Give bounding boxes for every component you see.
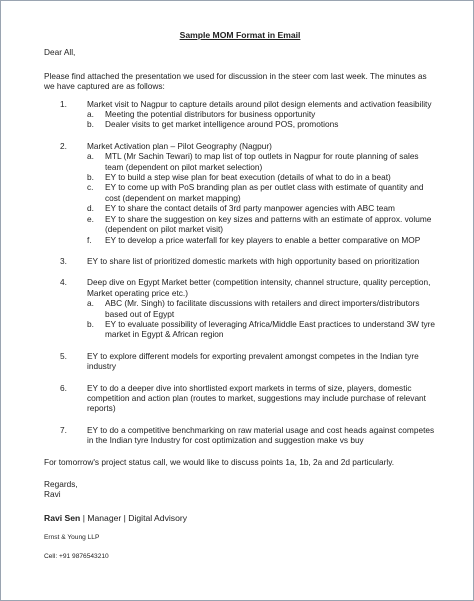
item-text: Deep dive on Egypt Market better (competition intensity, channel structure, quality perception, Market operating price etc.) [87, 277, 431, 298]
signature-role: Manager [87, 512, 122, 523]
item-number: 7. [60, 424, 67, 435]
signature-department: Digital Advisory [128, 512, 188, 523]
signature-separator: | [80, 512, 88, 523]
item-text: Market Activation plan – Pilot Geography (Nagpur) [87, 140, 272, 151]
item-number: 4. [60, 277, 67, 288]
item-text: EY to explore different models for exporting prevalent amongst competes in the Indian tyre industry [87, 350, 419, 372]
closing-paragraph: For tomorrow's project status call, we would like to discuss points 1a, 1b, 2a and 2d particularly. [44, 456, 395, 467]
signature-company: Ernst & Young LLP [44, 534, 100, 542]
minutes-item [44, 99, 436, 130]
sub-item-text: Meeting the potential distributors for business opportunity [105, 109, 316, 120]
minutes-list [44, 99, 436, 446]
sub-item-text: EY to develop a price waterfall for key players to enable a better comparative on MOP [105, 234, 421, 245]
signature-line [44, 513, 436, 523]
item-text: EY to do a deeper dive into shortlisted export markets in terms of size, players, domestic competition and action plan (routes to market, suggestions may include purchase of relevant reports) [87, 382, 426, 414]
sub-item-text: EY to come up with PoS branding plan as per outlet class with estimate of quantity and cost (dependent on market mapping) [105, 182, 424, 203]
signature-name: Ravi Sen [44, 512, 81, 523]
sub-item-text: Dealer visits to get market intelligence around POS, promotions [105, 119, 339, 130]
sub-list [87, 298, 436, 340]
sender-name: Ravi [44, 489, 61, 500]
sub-item [87, 151, 436, 172]
item-text: EY to do a competitive benchmarking on raw material usage and cost heads against competes in the Indian tyre Industry for cost optimization and suggestion make vs buy [87, 424, 435, 446]
sub-item [87, 109, 436, 119]
minutes-item [44, 383, 436, 414]
sub-item-letter: a. [87, 298, 94, 309]
item-number: 3. [60, 255, 67, 266]
sub-item [87, 235, 436, 245]
item-number: 6. [60, 382, 67, 393]
minutes-item [44, 425, 436, 446]
document-title: Sample MOM Format in Email [179, 30, 301, 40]
sub-item [87, 119, 436, 129]
email-body [44, 30, 436, 561]
minutes-item [44, 277, 436, 339]
signature-separator: | [121, 512, 129, 523]
minutes-item [44, 351, 436, 372]
minutes-item [44, 256, 436, 266]
sub-item-text: ABC (Mr. Singh) to facilitate discussions with retailers and direct importers/distributors based out of Egypt [105, 298, 420, 319]
intro-paragraph: Please find attached the presentation we used for discussion in the steer com last week. The minutes as we have captured are as follows: [44, 70, 427, 92]
sub-item [87, 319, 436, 340]
sub-item [87, 214, 436, 235]
item-text: Market visit to Nagpur to capture details around pilot design elements and activation feasibility [87, 98, 432, 109]
sub-item-letter: d. [87, 203, 94, 214]
sub-item [87, 203, 436, 213]
sub-list [87, 151, 436, 245]
sub-item [87, 182, 436, 203]
item-number: 1. [60, 98, 67, 109]
sub-item-letter: e. [87, 213, 94, 224]
sub-item [87, 172, 436, 182]
item-number: 5. [60, 350, 67, 361]
sub-item-text: EY to build a step wise plan for beat execution (details of what to do in a beat) [105, 172, 391, 183]
sub-item [87, 298, 436, 319]
item-text: EY to share list of prioritized domestic markets with high opportunity based on prioritization [87, 255, 420, 266]
sub-list [87, 109, 436, 130]
sub-item-letter: c. [87, 182, 94, 193]
sub-item-text: MTL (Mr Sachin Tewari) to map list of top outlets in Nagpur for route planning of sales team (dependent on pilot market selection) [105, 151, 419, 172]
minutes-item [44, 141, 436, 245]
sub-item-letter: b. [87, 318, 94, 329]
sub-item-text: EY to share the contact details of 3rd party manpower agencies with ABC team [105, 203, 395, 214]
sub-item-letter: b. [87, 172, 94, 183]
sub-item-letter: b. [87, 119, 94, 130]
signature-cell: Cell: +91 9876543210 [44, 553, 109, 561]
sub-item-text: EY to evaluate possibility of leveraging Africa/Middle East practices to understand 3W tyre market in Egypt & African region [105, 318, 436, 340]
sub-item-letter: a. [87, 151, 94, 162]
sub-item-text: EY to share the suggestion on key sizes and patterns with an estimate of approx. volume (dependent on pilot market visit) [105, 213, 432, 235]
item-number: 2. [60, 140, 67, 151]
sub-item-letter: f. [87, 234, 92, 245]
regards-line: Regards, [44, 479, 78, 489]
sub-item-letter: a. [87, 109, 94, 120]
greeting: Dear All, [44, 47, 76, 58]
